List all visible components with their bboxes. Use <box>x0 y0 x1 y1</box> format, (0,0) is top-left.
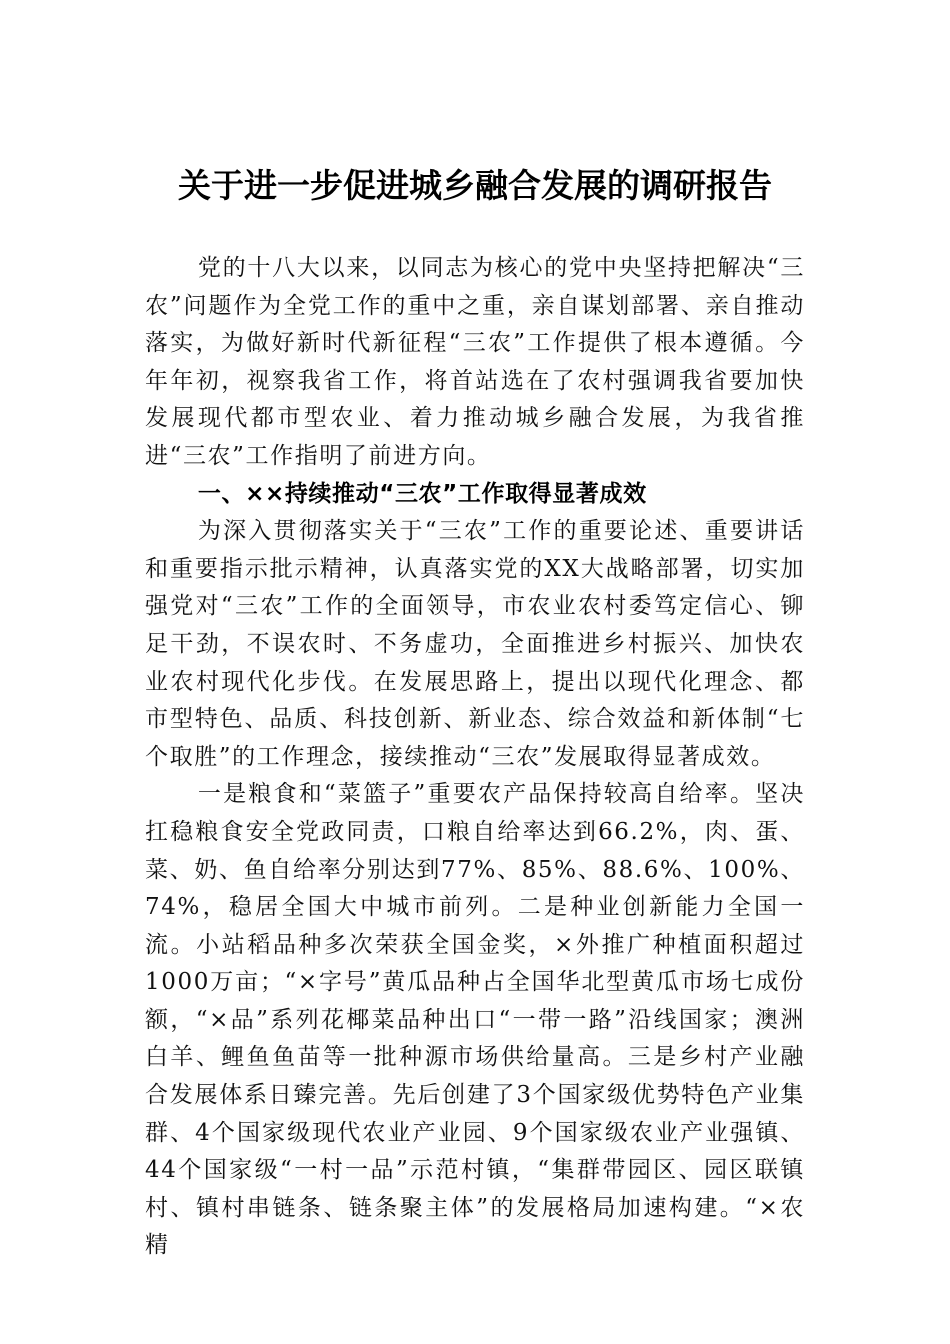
intro-paragraph: 党的十八大以来，以同志为核心的党中央坚持把解决“三农”问题作为全党工作的重中之重，亲自谋划部署、亲自推动落实，为做好新时代新征程“三农”工作提供了根本遵循。今年年初，视察我省工作，将首站选在了农村强调我省要加快发展现代都市型农业、着力推动城乡融合发展，为我省推进“三农”工作指明了前进方向。 <box>145 255 805 469</box>
body-paragraph: 为深入贯彻落实关于“三农”工作的重要论述、重要讲话和重要指示批示精神，认真落实党的XX大战略部署，切实加强党对“三农”工作的全面领导，市农业农村委笃定信心、铆足干劲，不误农时、不务虚功，全面推进乡村振兴、加快农业农村现代化步伐。在发展思路上，提出以现代化理念、都市型特色、品质、科技创新、新业态、综合效益和新体制“七个取胜”的工作理念，接续推动“三农”发展取得显著成效。 <box>145 518 805 770</box>
document-title: 关于进一步促进城乡融合发展的调研报告 <box>178 166 772 205</box>
body-paragraph: 一是粮食和“菜篮子”重要农产品保持较高自给率。坚决扛稳粮食安全党政同责，口粮自给率达到66.2%，肉、蛋、菜、奶、鱼自给率分别达到77%、85%、88.6%、100%、74%，稳居全国大中城市前列。二是种业创新能力全国一流。小站稻品种多次荣获全国金奖，×外推广种植面积超过1000万亩；“×字号”黄瓜品种占全国华北型黄瓜市场七成份额，“×品”系列花椰菜品种出口“一带一路”沿线国家；澳洲白羊、鲤鱼鱼苗等一批种源市场供给量高。三是乡村产业融合发展体系日臻完善。先后创建了3个国家级优势特色产业集群、4个国家级现代农业产业园、9个国家级农业产业强镇、44个国家级“一村一品”示范村镇，“集群带园区、园区联镇村、镇村串链条、链条聚主体”的发展格局加速构建。“×农精 <box>145 781 805 1259</box>
document-body <box>145 250 805 1265</box>
section-heading: 一、××持续推动“三农”工作取得显著成效 <box>197 480 647 507</box>
